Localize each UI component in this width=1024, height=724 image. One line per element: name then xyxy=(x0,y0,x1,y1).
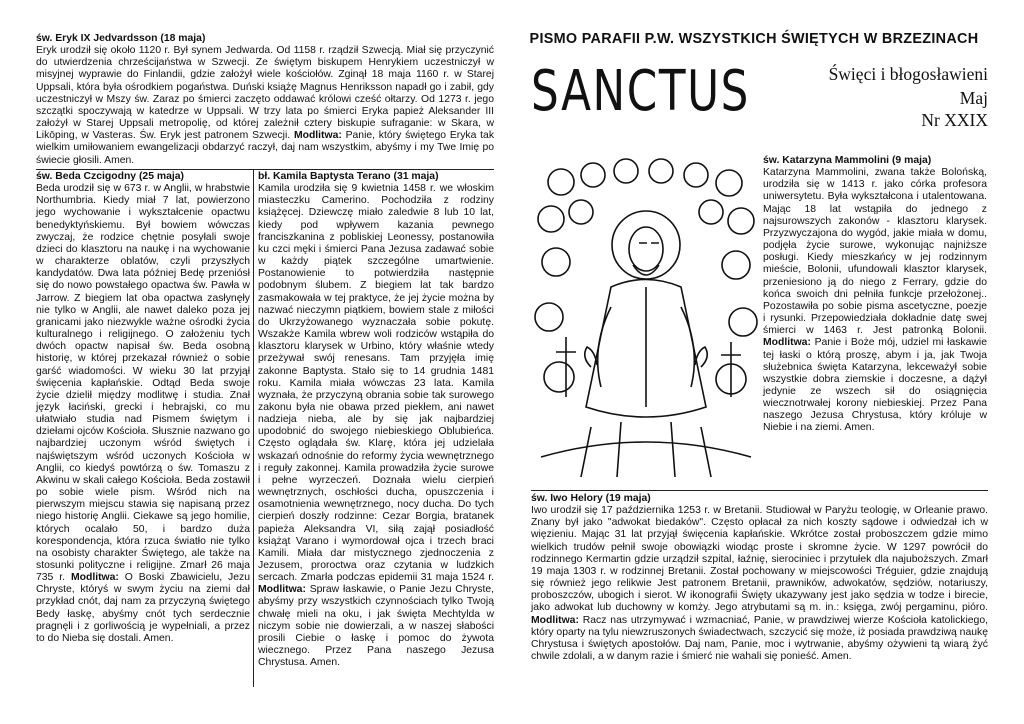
divider xyxy=(531,490,988,491)
prayer-label: Modlitwa: xyxy=(763,337,811,349)
logo-text: SANCTUS xyxy=(531,59,750,124)
article-heading: św. Eryk IX Jedvardsson (18 maja) xyxy=(36,33,206,44)
issue-number: Nr XXIX xyxy=(921,110,988,130)
subtitle: Święci i błogosławieni xyxy=(828,64,988,84)
article-eryk xyxy=(36,33,494,167)
prayer-text: Racz nas utrzymywać i wzmacniać, Panie, w prawdziwej wierze Kościoła katolickiego, który oparty na tylu niewzruszonych świadectwach, szczycić się może, iż posiada prawdziwą naukę Chrystusa i świętych apostołów. Daj nam, Panie, moc i wytrwanie, abyśmy ożywieni tą wiarą żyć chwile zdolali, a w danym razie i śmierć nie wahali się ponieść. Amen. xyxy=(531,614,988,663)
article-kamila xyxy=(258,171,494,669)
article-heading: św. Beda Czcigodny (25 maja) xyxy=(36,171,185,182)
month: Maj xyxy=(959,88,988,108)
article-body: Katarzyna Mammolini, zwana także Bolońską, urodziła się w 1413 r. jako córka profesora uniwersytetu. Była wykształcona i utalentowana. Mając 18 lat wstąpiła do jednego z najsurowszych zakonów - klasztoru klarysek. Przyzwyczajona do wygód, jakie miała w domu, podjęła życie surowe, wykonując najniższe posługi. Kiedy mieszkańcy w jej rodzinnym mieście, Bolonii, ufundowali klasztor klarysek, przeniesiono ją do niego z Ferrary, gdzie do końca swoich dni pełniła funkcje przełożonej.. Pozostawiła po sobie pisma ascetyczne, poezje i rysunki. Przepowiedziała dokładnie datę swej śmierci w 1463 r. Jest patronką Bolonii. xyxy=(763,167,987,337)
divider xyxy=(36,169,494,170)
article-beda xyxy=(36,171,250,645)
article-body: Kamila urodziła się 9 kwietnia 1458 r. we włoskim miasteczku Camerino. Pochodziła z rodziny książęcej. Dziewczę miało zaledwie 8 lub 10 lat, kiedy pod wpływem kazania pewnego franciszkanina z pobliskiej Leonessy, postanowiła ku czci męki i śmierci Pana Jezusa zadawać sobie w każdy piątek szczególne umartwienie. Postanowienie to potwierdziła następnie podobnym ślubem. Z biegiem lat tak bardzo zasmakowała w tej praktyce, że jej życie można by nazwać nieczymn piątkiem, bowiem stale z miłości do Ukrzyżowanego wyznaczała sobie pokutę. Wszakże Kamila wbrew woli rodziców wstąpiła do klasztoru klarysek w Urbino, który właśnie wtedy przeżywał swój renesans. Tam przyjęła imię zakonne Baptysta. Stało się to 14 grudnia 1481 roku. Kamila miała wówczas 23 lata. Kamila wyznała, że przyczyną obrania sobie tak surowego zakonu była nie obawa przed piekłem, ani nawet nadzieja nieba, ale by się jak najbardziej upodobnić do swojego niebieskiego Oblubieńca. Często oglądała św. Klarę, która jej udzielała wskazań odnośnie do reformy życia wewnętrznego i reguły zakonnej. Kamila prowadziła życie surowe i pełne wyrzeczeń. Doznała wielu cierpień wewnętrznych, oschłości ducha, opuszczenia i osamotnienia wewnętrznego, nocy ducha. Do tych cierpień doszły rodzinne: Cezar Borgia, bratanek papieża Aleksandra VI, siłą zajął posiadłość książąt Varano i wymordował ojca i trzech braci Kamili. Miała dar mistycznego zjednoczenia z Jezusem, proroctwa oraz czytania w ludzkich sercach. Zmarła podczas epidemii 31 maja 1524 r. xyxy=(258,183,494,584)
prayer-label: Modlitwa: xyxy=(70,572,119,584)
sanctus-logo xyxy=(531,58,781,126)
prayer-label: Modlitwa: xyxy=(258,584,306,596)
prayer-text: Panie i Boże mój, udziel mi łaskawie tej łaski o którą proszę, abym i ja, jak Twoja służebnica święta Katarzyna, lekceważył sobie wszystkie dobra ziemskie i doczesne, a dążył jedynie ze wszech sił do osiągnięcia wiecznotrwałej korony niebieskiej. Przez Pana naszego Jezusa Chrystusa, który króluje w Niebie i na ziemi. Amen. xyxy=(763,337,987,434)
prayer-text: O Boski Zbawicielu, Jezu Chryste, któryś w swym życiu na ziemi dał przykład cnót, daj nam za przyczyną świętego Bedy łaskę, abyśmy cnót tych serdecznie pragnęli i z gorliwością je wypełniali, a przez to do Nieba się dostali. Amen. xyxy=(36,572,250,644)
prayer-label: Modlitwa: xyxy=(531,614,579,626)
prayer-text: Spraw łaskawie, o Panie Jezu Chryste, abyśmy przy wszystkich czynnościach tylko Twoją chwałę mieli na oku, i jak święta Mechtylda w niczym sobie nie dowierzali, a w naszej słabości prosili Ciebie o łaskę i pomoc do żywota wiecznego. Przez Pana naszego Jezusa Chrystusa. Amen. xyxy=(258,584,494,669)
prayer-label: Modlitwa: xyxy=(293,130,342,142)
prayer-text: Panie, który świętego Eryka tak wielkim umiłowaniem ewangelizacji obdarzyć raczył, daj nam wszystkim, abyśmy i my Twe Imię po świecie głosili. Amen. xyxy=(36,130,495,166)
article-heading: św. Katarzyna Mammolini (9 maja) xyxy=(763,155,932,166)
article-heading: bł. Kamila Baptysta Terano (31 maja) xyxy=(258,171,439,182)
column-divider xyxy=(253,169,254,687)
article-body: Eryk urodził się około 1120 r. Był synem Jedwarda. Od 1158 r. rządził Szwecją. Miał się przyczynić do utwierdzenia chrześcijaństwa w Szwecji. Ze świętym biskupem Henrykiem uczestniczył w misyjnej wyprawie do Finlandii, gdzie założył wiele kościołów. Zginął 18 maja 1160 r. w Starej Uppsali, która była ośrodkiem pogaństwa. Duński książę Magnus Henriksson napadł go i zabił, gdy uczestniczył w Mszy św. Zaraz po śmierci zaczęto oddawać królowi cześć ołtarzy. Od 1273 r. jego szczątki spoczywają w katedrze w Uppsali. W trzy lata po śmierci Eryka papież Aleksander III założył w Starej Uppsali metropolię, od której zależnił cztery biskupie sufraganie: w Skara, w Likōping, w Vasteras. Św. Eryk jest patronem Szwecji. xyxy=(36,45,494,142)
saints-illustration xyxy=(531,157,761,487)
article-heading: św. Iwo Helory (19 maja) xyxy=(531,493,651,504)
article-body: Beda urodził się w 673 r. w Anglii, w hrabstwie Northumbria. Kiedy miał 7 lat, powierzono jego wychowanie i wykształcenie opactwu benedyktyńskiemu. Był bowiem wówczas zwyczaj, że rodzice chętnie posyłali swoje dzieci do klasztoru na naukę i na wychowanie w charakterze oblatów, czyli przyszłych kandydatów. Dwa lata później Bedę przeniósł się do nowo powstałego opactwa św. Pawła w Jarrow. Z biegiem lat oba opactwa zasłynęły nie tylko w Anglii, ale nawet daleko poza jej granicami jako niezwykle ważne ośrodki życia kulturalnego i religijnego. O założeniu tych dwóch opactw napisał św. Beda osobną historię, w której przekazał również o sobie garść wiadomości. W wieku 30 lat przyjął święcenia kapłańskie. Odtąd Beda swoje życie dzielił między modlitwę i studia. Znał język łaciński, grecki i hebrajski, co mu ułatwiało studia nad Pismem świętym i dziełami ojców Kościoła. Słusznie nazwano go najbardziej uczonym wśród świętych i najświętszym wśród uczonych Kościoła w Anglii, co kiedyś powtórzą o św. Tomaszu z Akwinu w skali całego Kościoła. Beda zostawił po sobie wiele pism. Wśród nich na pierwszym miejscu stawia się napisaną przez niego historię Anglii. Ciekawe są jego homilie, których ocalało 50, i bardzo duża korespondencja, która rzuca światło nie tylko na osobisty charakter Świętego, ale także na stosunki polityczne i religijne. Zmarł 26 maja 735 r. xyxy=(36,183,250,584)
article-body: Iwo urodził się 17 października 1253 r. w Bretanii. Studiował w Paryżu teologię, w Orleanie prawo. Znany był jako "adwokat biedaków". Często opłacał za nich koszty sądowe i odwiedzał ich w więzieniu. Mając 31 lat przyjął święcenia kapłańskie. Wkrótce został proboszczem gdzie mimo wielkich trudów pełnił swoje obowiązki wiodąc proste i skromne życie. W 1297 powrócił do rodzinnego Kermartin gdzie urządził szpital, łaźnię, sierociniec i przytułek dla najuboższych. Zmarł 19 maja 1303 r. w rodzinnej Bretanii. Został pochowany w miejscowości Tréguier, gdzie znajdują się również jego relikwie Jest patronem Bretanii, prawników, adwokatów, sędziów, notariuszy, proboszczów, ubogich i sierot. W ikonografii Święty ukazywany jest jako sędzia w todze i birecie, jako adwokat lub duchowny w komży. Jego atrybutami są m. in.: księga, zwój pergaminu, pióro. xyxy=(531,505,988,614)
article-katarzyna xyxy=(763,155,987,435)
article-iwo xyxy=(531,493,988,663)
parish-title: PISMO PARAFII P.W. WSZYSTKICH ŚWIĘTYCH W BRZEZINACH xyxy=(529,31,979,47)
